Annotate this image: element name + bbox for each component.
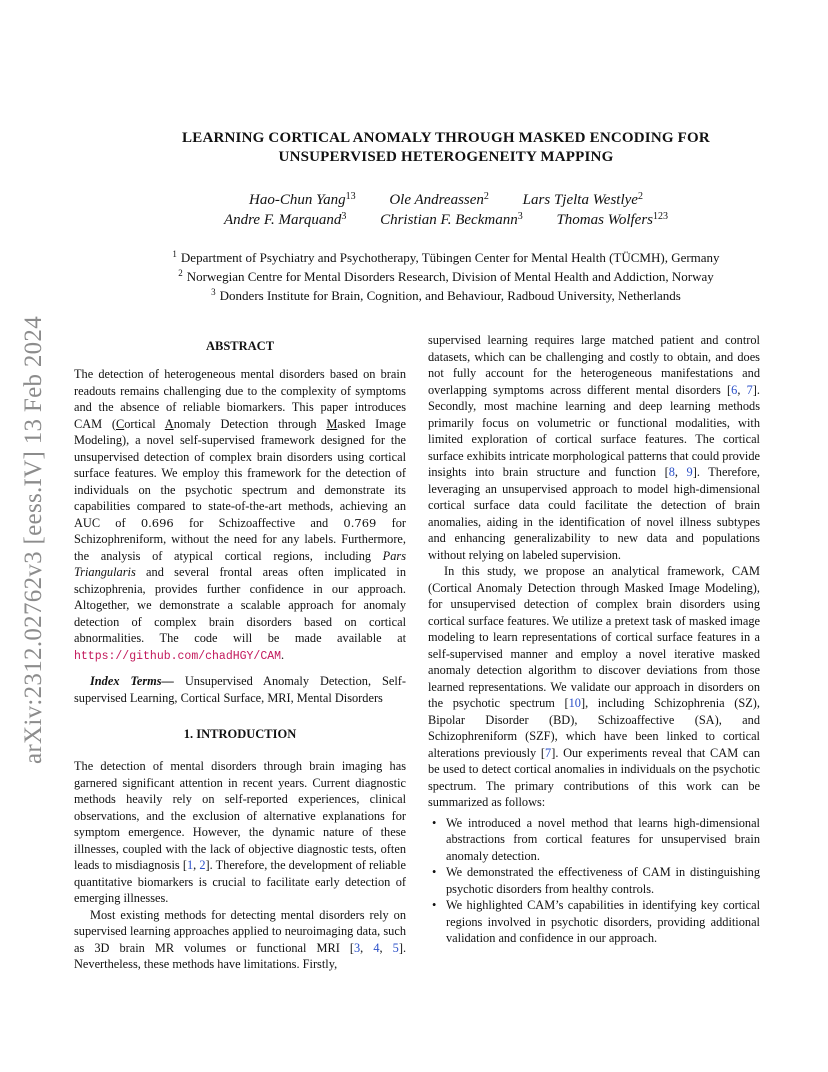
author: Lars Tjelta Westlye$^2$ [522, 191, 643, 208]
citation-link[interactable]: 7 [746, 382, 753, 397]
citation-link[interactable]: 4 [373, 940, 380, 955]
paper-title [96, 129, 796, 167]
intro-paragraph-1: The detection of mental disorders through brain imaging has garnered significant attention in recent years. Current diagnostic methods heavily rely on self-reported experiences, clinical observations, and the exclusion of alternative explanations for symptom emergence. However, the dynamic nature of these illnesses, coupled with the lack of objective diagnostic tests, often leads to misdiagnosis [1, 2]. Therefore, the development of reliable quantitative biomarkers is crucial to facilitate early detection of emerging illnesses. [74, 759, 406, 905]
right-column [428, 332, 760, 947]
author: Andre F. Marquand$^3$ [223, 211, 347, 228]
citation-link[interactable]: 1 [186, 858, 194, 872]
citation-link[interactable]: 3 [354, 940, 361, 955]
citation-link[interactable]: 6 [731, 382, 738, 397]
left-column [74, 338, 406, 973]
intro-paragraph-4: In this study, we propose an analytical framework, CAM (Cortical Anomaly Detection through Masked Image Modeling), for unsupervised detection of complex brain disorders using cortical surface features. We utilize a pretext task of masked image modeling to learn representations of cortical surface features in a self-supervised manner and employ a novel iterative masked anomaly detection algorithm to discover deviations from those learned representations. We validate our approach in disorders on the psychotic spectrum [10], including Schizophrenia (SZ), Bipolar Disorder (BD), Schizoaffective (SA), and Schizophreniform (SZF), which have been linked to cortical alterations previously [7]. Our experiments reveal that CAM can be used to detect cortical anomalies in individuals on the psychotic spectrum. The primary contributions of this work can be summarized as follows: [428, 564, 760, 809]
author-row-1 [96, 190, 796, 210]
citation-link[interactable]: 10 [568, 696, 581, 710]
author-list [96, 190, 796, 230]
arxiv-identifier-stamp: arXiv:2312.02762v3 [eess.IV] 13 Feb 2024 [20, 315, 47, 765]
code-repository-link[interactable]: https://github.com/chadHGY/CAM [74, 649, 282, 663]
citation-link[interactable]: 7 [545, 745, 552, 760]
list-item: • We introduced a novel method that learns high-dimensional abstractions from cortical features for unsupervised brain anomaly detection. [446, 815, 760, 865]
paper-title-line-2: UNSUPERVISED HETEROGENEITY MAPPING [278, 149, 614, 165]
citation-link[interactable]: 8 [668, 465, 675, 479]
index-terms: Index Terms— Unsupervised Anomaly Detection, Self-supervised Learning, Cortical Surface, MRI, Mental Disorders [74, 674, 406, 705]
abstract-text: The detection of heterogeneous mental disorders based on brain readouts remains challenging due to the complexity of symptoms and the absence of reliable biomarkers. This paper introduces CAM (Cortical Anomaly Detection through Masked Image Modeling), a novel self-supervised framework designed for the unsupervised detection of complex brain disorders using cortical surface features. We employ this framework for the detection of individuals on the psychotic spectrum and demonstrate its capabilities compared to state-of-the-art methods, achieving an AUC of 0.696 for Schizoaffective and 0.769 for Schizophreniform, without the need for any labels. Furthermore, the analysis of atypical cortical regions, including Pars Triangularis and several frontal areas often implicated in schizophrenia, provides further confidence in our approach. Altogether, we demonstrate a scalable approach for anomaly detection of complex brain disorders based on cortical abnormalities. The code will be made available at https://github.com/chadHGY/CAM. [74, 367, 406, 663]
introduction-heading: 1. INTRODUCTION [183, 727, 297, 741]
contribution-list [428, 815, 760, 947]
affiliation: $^2$ Norwegian Centre for Mental Disorders Research, Division of Mental Health and Addiction, Norway [178, 268, 714, 284]
affiliation-list [96, 248, 796, 305]
author: Christian F. Beckmann$^3$ [380, 211, 523, 228]
paper-title-line-1: LEARNING CORTICAL ANOMALY THROUGH MASKED ENCODING FOR [182, 130, 710, 146]
affiliation: $^1$ Department of Psychiatry and Psychotherapy, Tübingen Center for Mental Health (TÜCMH), Germany [172, 249, 720, 265]
citation-link[interactable]: 2 [199, 858, 206, 872]
citation-link[interactable]: 5 [392, 940, 399, 955]
author: Ole Andreassen$^2$ [389, 191, 489, 208]
author-row-2 [96, 210, 796, 230]
author: Hao-Chun Yang$^{13}$ [249, 191, 356, 208]
intro-paragraph-2: Most existing methods for detecting mental disorders rely on supervised learning approaches applied to neuroimaging data, such as 3D brain MR volumes or functional MRI [3, 4, 5]. Nevertheless, these methods have limitations. Firstly, [74, 907, 407, 971]
citation-link[interactable]: 9 [686, 465, 693, 479]
abstract-heading: ABSTRACT [205, 339, 275, 353]
intro-paragraph-3: supervised learning requires large matched patient and control datasets, which can be challenging and costly to obtain, and does not fully account for the heterogeneous manifestations and overlapping symptoms across different mental disorders [6, 7]. Secondly, most machine learning and deep learning methods primarily focus on volumetric or functional modalities, with limited exploration of cortical surface features. The cortical surface exhibits intricate morphological patterns that could provide insights into brain structure and function [8, 9]. Therefore, leveraging an unsupervised approach to model high-dimensional cortical surface data could facilitate the detection of brain anomalies, aiding in the identification of novel illness subtypes and enhancing generalizability to new data and populations without relying on labeled supervision. [428, 333, 761, 562]
list-item: • We highlighted CAM’s capabilities in identifying key cortical regions involved in psychotic disorders, providing additional validation and confidence in our approach. [446, 897, 760, 947]
list-item: • We demonstrated the effectiveness of CAM in distinguishing psychotic disorders from healthy controls. [446, 864, 760, 897]
author: Thomas Wolfers$^{123}$ [556, 211, 669, 228]
affiliation: $^3$ Donders Institute for Brain, Cognition, and Behaviour, Radboud University, Netherlands [211, 287, 681, 303]
